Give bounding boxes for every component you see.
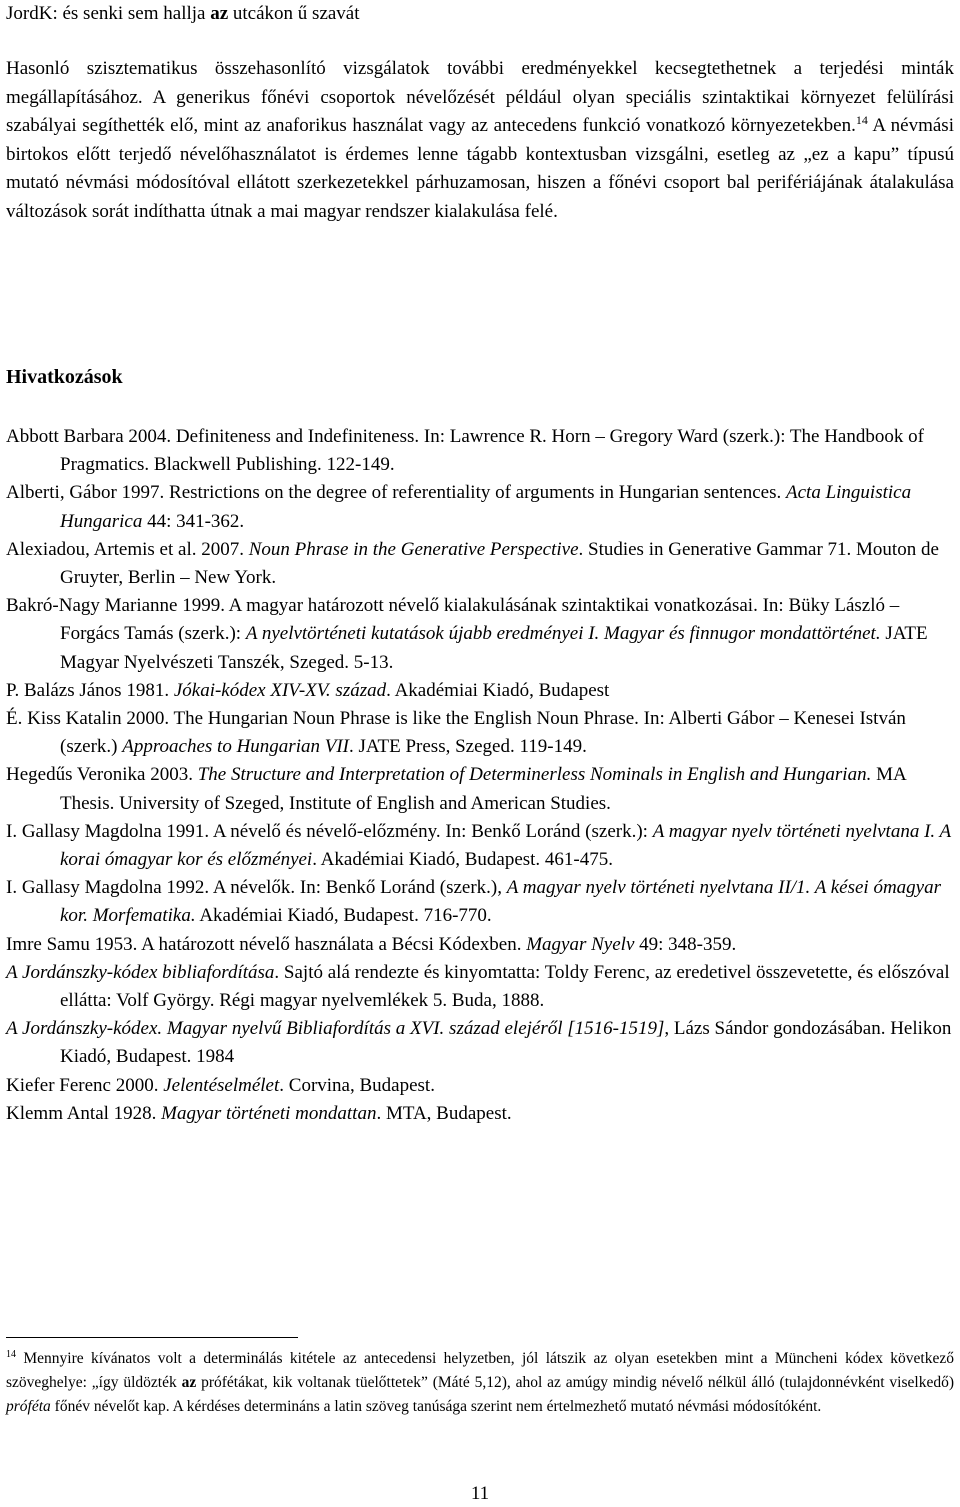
reference-title: Magyar Nyelv [526, 933, 635, 955]
reference-text: Hegedűs Veronika 2003. [6, 764, 198, 786]
reference-item [6, 592, 954, 677]
reference-item [6, 818, 954, 874]
footnote-text-part2: prófétákat, kik voltanak tüelőttetek” (Máté 5,12), ahol az amúgy mindig névelő nélkül álló (tulajdonnévként viselkedő) [196, 1374, 954, 1391]
reference-title: Magyar történeti mondattan [161, 1102, 377, 1124]
footnote-text-part1: Mennyire kívánatos volt a determinálás kitétele az antecedensi helyzetben, jól látszik az olyan esetekben mint a Müncheni kódex következő szöveghelye: „így üldözték [6, 1350, 954, 1391]
references-heading: Hivatkozások [6, 366, 123, 388]
reference-item [6, 761, 954, 817]
header-text-after: utcákon ű szavát [228, 3, 360, 24]
body-text-part2: A névmási birtokos előtt terjedő névelőhasználatot is érdemes lenne tágabb kontextusban vizsgálni, esetleg az „ez a kapu” típusú mutató névmási módosítóval ellátott szerkezetekkel párhuzamosan, hiszen a főnévi csoport bal perifériájának átalakulása változások sorát indíthatta útnak a mai magyar rendszer kialakulása felé. [6, 115, 954, 222]
reference-title: Approaches to Hungarian VII [122, 736, 349, 758]
reference-details: , Lázs Sándor gondozásában. Helikon Kiadó, Budapest. 1984 [60, 1018, 952, 1068]
reference-title: The Structure and Interpretation of Determinerless Nominals in English and Hungarian. [197, 764, 872, 786]
reference-details: 49: 348-359. [634, 933, 737, 955]
reference-title: A magyar nyelv történeti nyelvtana II/1. A kései ómagyar kor. Morfematika. [60, 877, 941, 927]
body-paragraph [6, 55, 954, 227]
reference-text: Alberti, Gábor 1997. Restrictions on the degree of referentiality of arguments in Hungarian sentences. [6, 482, 786, 504]
reference-item [6, 1100, 954, 1128]
reference-details: . Corvina, Budapest. [279, 1074, 435, 1096]
reference-item [6, 931, 954, 959]
reference-title: A Jordánszky-kódex bibliafordítása [6, 961, 275, 983]
reference-details: . Studies in Generative Gammar 71. Mouton de Gruyter, Berlin – New York. [60, 538, 939, 589]
reference-text: Klemm Antal 1928. [6, 1102, 162, 1124]
reference-details: . JATE Press, Szeged. 119-149. [349, 736, 587, 758]
reference-text: Abbott Barbara 2004. Definiteness and Indefiniteness. In: Lawrence R. Horn – Gregory Ward (szerk.): The Handbook of Pragmatics. Blackwell Publishing. 122-149. [6, 426, 924, 476]
reference-item [6, 677, 954, 705]
reference-item [6, 1015, 954, 1071]
reference-text: P. Balázs János 1981. [6, 679, 174, 701]
reference-details: . Akadémiai Kiadó, Budapest [386, 679, 610, 701]
footnote [6, 1347, 954, 1419]
footnote-text-italic: próféta [6, 1398, 51, 1415]
reference-details: . Sajtó alá rendezte és kinyomtatta: Toldy Ferenc, az eredetivel összevetette, és előszóval ellátta: Volf György. Régi magyar nyelvemlékek 5. Buda, 1888. [60, 961, 950, 1012]
reference-text: I. Gallasy Magdolna 1991. A névelő és névelő-előzmény. In: Benkő Loránd (szerk.): [6, 820, 653, 842]
running-header [6, 2, 360, 26]
reference-details: 44: 341-362. [142, 510, 245, 532]
reference-text: Alexiadou, Artemis et al. 2007. [6, 538, 249, 560]
reference-item [6, 874, 954, 930]
reference-title: A nyelvtörténeti kutatások újabb eredményei I. Magyar és finnugor mondattörténet. [245, 623, 881, 645]
reference-title: Noun Phrase in the Generative Perspective [248, 538, 579, 560]
footnote-text-part3: főnév névelőt kap. A kérdéses determináns a latin szöveg tanúsága szerint nem értelmezhető mutató névmási módosítóként. [50, 1398, 822, 1415]
body-text-part1: Hasonló szisztematikus összehasonlító vizsgálatok további eredményekkel kecsegtethetnek a terjedési minták megállapításához. A generikus főnévi csoportok névelőzését például olyan speciális szintaktikai környezet felülírási szabályai segíthették elő, mint az anaforikus használat vagy az antecedens funkció vonatkozó környezetekben. [6, 58, 954, 137]
reference-item [6, 423, 954, 479]
reference-title: Jókai-kódex XIV-XV. század [173, 679, 387, 701]
reference-title: A magyar nyelv történeti nyelvtana I. A korai ómagyar kor és előzményei [60, 820, 951, 871]
reference-text: É. Kiss Katalin 2000. The Hungarian Noun Phrase is like the English Noun Phrase. In: Alberti Gábor – Kenesei István (szerk.) [6, 708, 906, 758]
reference-item [6, 536, 954, 592]
header-text-before: JordK: és senki sem hallja [6, 3, 211, 24]
reference-details: . Akadémiai Kiadó, Budapest. 461-475. [312, 849, 613, 871]
page-number: 11 [470, 1483, 490, 1504]
references-list [6, 423, 954, 1128]
reference-details: . MTA, Budapest. [376, 1102, 512, 1124]
reference-item [6, 479, 954, 535]
footnote-marker: 14 [6, 1349, 16, 1360]
reference-details: MA Thesis. University of Szeged, Institute of English and American Studies. [60, 764, 906, 814]
reference-text: Kiefer Ferenc 2000. [6, 1074, 164, 1096]
footnote-reference[interactable]: 14 [855, 113, 868, 128]
reference-title: Jelentéselmélet [163, 1074, 280, 1096]
reference-item [6, 959, 954, 1015]
footnote-separator [6, 1337, 298, 1338]
reference-text: I. Gallasy Magdolna 1992. A névelők. In: Benkő Loránd (szerk.), [6, 877, 507, 899]
reference-details: Akadémiai Kiadó, Budapest. 716-770. [195, 905, 492, 927]
reference-title: A Jordánszky-kódex. Magyar nyelvű Bibliafordítás a XVI. század elejéről [1516-1519] [6, 1018, 665, 1040]
reference-text: Imre Samu 1953. A határozott névelő használata a Bécsi Kódexben. [6, 933, 527, 955]
reference-details: JATE Magyar Nyelvészeti Tanszék, Szeged. 5-13. [60, 623, 928, 673]
reference-item [6, 705, 954, 761]
reference-item [6, 1072, 954, 1100]
reference-title: Acta Linguistica Hungarica [60, 482, 912, 532]
footnote-text-bold: az [181, 1374, 197, 1391]
reference-text: Bakró-Nagy Marianne 1999. A magyar határozott névelő kialakulásának szintaktikai vonatkozásai. In: Büky László – Forgács Tamás (szerk.): [6, 595, 900, 645]
header-text-bold: az [210, 3, 229, 24]
